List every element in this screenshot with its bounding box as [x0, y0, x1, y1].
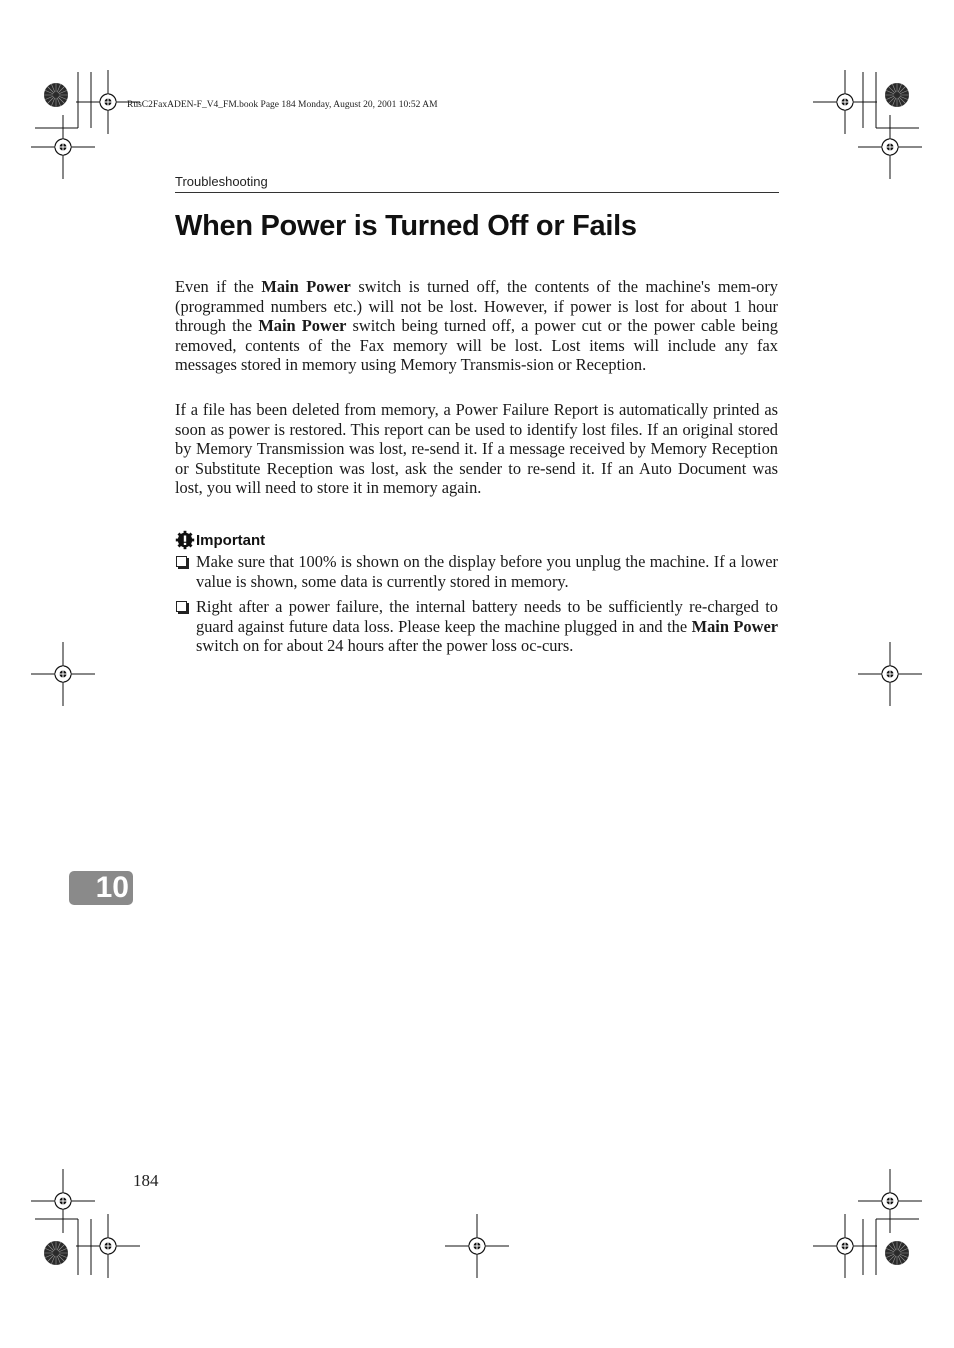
main-power-key: Main Power [261, 277, 351, 296]
important-list [175, 597, 778, 656]
running-head: Troubleshooting [175, 174, 268, 189]
page-number: 184 [133, 1171, 159, 1190]
important-icon [175, 530, 195, 550]
chapter-tab: 10 [69, 871, 133, 905]
main-power-key: Main Power [691, 616, 779, 636]
main-power-key: Main Power [258, 316, 347, 335]
header-rule [175, 192, 779, 193]
list-item: Make sure that 100% is shown on the display before you unplug the machine. If a lower value is shown, some data is currently stored in memory. [175, 552, 778, 591]
important-list [175, 552, 778, 591]
important-heading [175, 530, 265, 550]
file-info: RusC2FaxADEN-F_V4_FM.book Page 184 Monday, August 20, 2001 10:52 AM [127, 100, 438, 110]
paragraph-memory-loss: Even if the Main Power switch is turned off, the contents of the machine's mem-ory (programmed numbers etc.) will not be lost. However, if power is lost for about 1 hour through the Main Power switch being turned off, a power cut or the power cable being removed, contents of the Fax memory will be lost. Lost items will include any fax messages stored in memory using Memory Transmis-sion or Reception. [175, 277, 779, 374]
page-title: When Power is Turned Off or Fails [175, 210, 637, 242]
checkbox-bullet-icon [176, 556, 187, 567]
paragraph-power-failure-report: If a file has been deleted from memory, a Power Failure Report is automatically printed as soon as power is restored. This report can be used to identify lost files. If an original stored by Memory Transmission was lost, re-send it. If a message received by Memory Reception or Substitute Reception was lost, ask the sender to re-send it. If an Auto Document was lost, you will need to store it in memory again. [175, 400, 778, 497]
list-item: Right after a power failure, the internal battery needs to be sufficiently re-charged to guard against future data loss. Please keep the machine plugged in and the Main Power switch on for about 24 hours after the power loss oc-curs. [175, 597, 778, 656]
checkbox-bullet-icon [176, 601, 187, 612]
important-label: Important [196, 531, 266, 549]
